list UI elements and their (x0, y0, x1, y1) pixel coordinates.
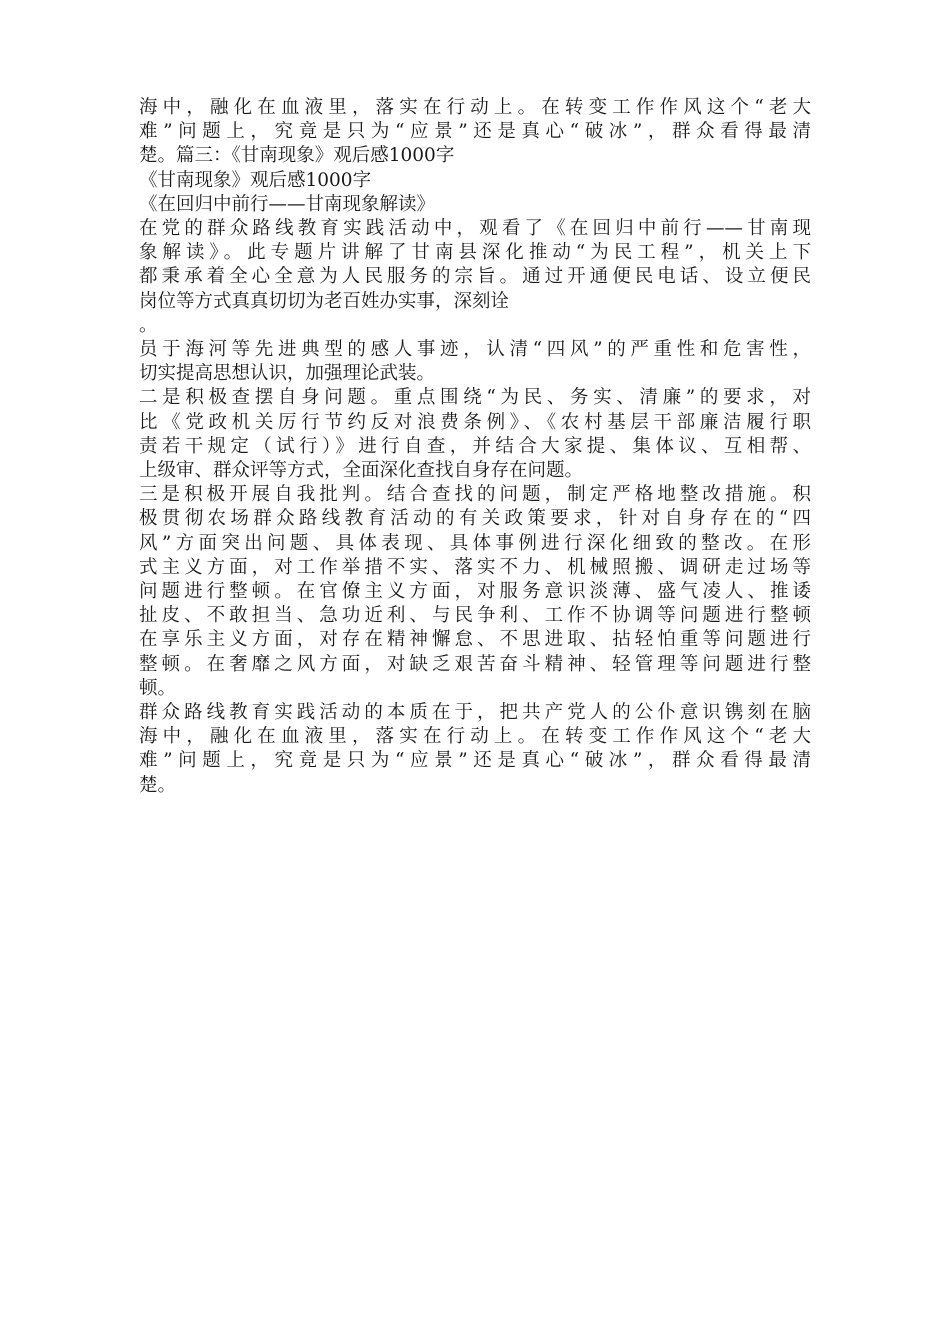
text-line: 极贯彻农场群众路线教育活动的有关政策要求，针对自身存在的“四 (139, 508, 811, 530)
text-line: 式主义方面，对工作举措不实、落实不力、机械照搬、调研走过场等 (139, 556, 811, 578)
text-line: 群众路线教育实践活动的本质在于，把共产党人的公仆意识镌刻在脑 (139, 702, 811, 724)
text-line: 扯皮、不敢担当、急功近利、与民争利、工作不协调等问题进行整顿 (139, 605, 811, 627)
text-line: 象解读》。此专题片讲解了甘南县深化推动“为民工程”，机关上下 (139, 242, 811, 264)
text-line: 海中，融化在血液里，落实在行动上。在转变工作作风这个“老大 (139, 97, 811, 118)
text-line: 海中，融化在血液里，落实在行动上。在转变工作作风这个“老大 (139, 726, 811, 748)
text-line: 二是积极查摆自身问题。重点围绕“为民、务实、清廉”的要求，对 (139, 387, 811, 409)
text-line: 《甘南现象》观后感1000字 (139, 169, 372, 191)
text-line: 难”问题上，究竟是只为“应景”还是真心“破冰”，群众看得最清 (139, 121, 811, 143)
text-line: 问题进行整顿。在官僚主义方面，对服务意识淡薄、盛气凌人、推诿 (139, 581, 811, 603)
text-line: 。 (139, 314, 158, 336)
text-line: 责若干规定（试行）》进行自查，并结合大家提、集体议、互相帮、 (139, 435, 811, 457)
text-line: 都秉承着全心全意为人民服务的宗旨。通过开通便民电话、设立便民 (139, 266, 811, 288)
text-line: 风”方面突出问题、具体表现、具体事例进行深化细致的整改。在形 (139, 532, 811, 554)
text-line: 楚。 (139, 774, 177, 796)
document-body (139, 96, 811, 798)
text-line: 岗位等方式真真切切为老百姓办实事，深刻诠 (139, 290, 510, 312)
text-line: 切实提高思想认识，加强理论武装。 (139, 363, 436, 385)
text-line: 员于海河等先进典型的感人事迹，认清“四风”的严重性和危害性， (139, 339, 811, 361)
text-line: 难”问题上，究竟是只为“应景”还是真心“破冰”，群众看得最清 (139, 750, 811, 772)
text-line: 在享乐主义方面，对存在精神懈怠、不思进取、拈轻怕重等问题进行 (139, 629, 811, 651)
text-line: 比《党政机关厉行节约反对浪费条例》、《农村基层干部廉洁履行职 (139, 411, 811, 433)
text-line: 三是积极开展自我批判。结合查找的问题，制定严格地整改措施。积 (139, 484, 811, 506)
text-line: 楚。篇三：《甘南现象》观后感1000字 (139, 145, 455, 167)
text-line: 顿。 (139, 677, 177, 699)
text-line: 上级审、群众评等方式，全面深化查找自身存在问题。 (139, 460, 584, 482)
text-line: 整顿。在奢靡之风方面，对缺乏艰苦奋斗精神、轻管理等问题进行整 (139, 653, 811, 675)
text-line: 《在回归中前行——甘南现象解读》 (139, 193, 436, 215)
text-line: 在党的群众路线教育实践活动中，观看了《在回归中前行——甘南现 (139, 218, 811, 240)
